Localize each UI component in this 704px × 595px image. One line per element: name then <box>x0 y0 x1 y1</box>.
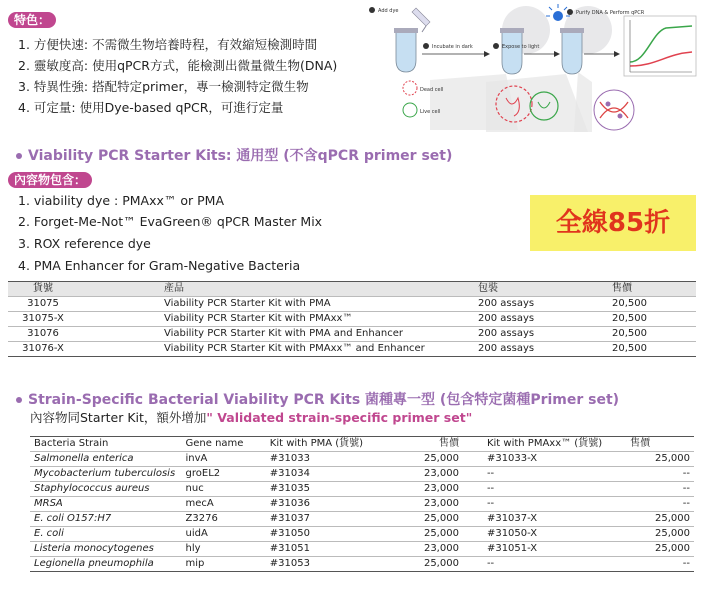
table-row <box>30 527 694 542</box>
zoom-panel <box>486 74 588 132</box>
feature-item-2: 2. 靈敏度高: 使用qPCR方式，能檢測出微量微生物(DNA) <box>18 58 338 73</box>
cell: Viability PCR Starter Kit with PMAxx™ <box>78 312 454 327</box>
cell: 200 assays <box>454 312 584 327</box>
bullet-icon <box>16 153 22 159</box>
content-item-1: 1. viability dye : PMAxx™ or PMA <box>18 193 225 208</box>
zoom-panel <box>574 72 592 132</box>
contents-badge: 內容物包含： <box>8 172 92 188</box>
cell: 31076-X <box>8 342 78 357</box>
cell: 23,000 <box>384 497 463 512</box>
cell: mip <box>182 557 266 572</box>
light-icon <box>546 4 570 21</box>
table-row <box>30 557 694 572</box>
cell: -- <box>463 482 606 497</box>
cell: 31075 <box>8 297 78 312</box>
col-header: 售價 <box>630 438 651 449</box>
cell: -- <box>463 467 606 482</box>
cell: #31051 <box>266 542 384 557</box>
cell: hly <box>182 542 266 557</box>
table-row <box>8 327 696 342</box>
cell: #31037-X <box>463 512 606 527</box>
cell: -- <box>606 467 694 482</box>
starter-heading <box>16 145 452 165</box>
cell: 200 assays <box>454 342 584 357</box>
cell: #31037 <box>266 512 384 527</box>
live-cell-label: Live cell <box>420 109 441 115</box>
feature-item-3: 3. 特異性強: 搭配特定primer，專一檢測特定微生物 <box>18 79 309 94</box>
cell: 25,000 <box>606 542 694 557</box>
table-row <box>30 542 694 557</box>
cell: -- <box>606 482 694 497</box>
cell: mecA <box>182 497 266 512</box>
col-header: Kit with PMA (貨號) <box>269 438 364 449</box>
col-header: 包裝 <box>478 283 498 294</box>
cell: Z3276 <box>182 512 266 527</box>
cell: 200 assays <box>454 327 584 342</box>
cell: #31053 <box>266 557 384 572</box>
feature-item-4: 4. 可定量: 使用Dye-based qPCR，可進行定量 <box>18 100 284 115</box>
qpcr-chart-icon <box>624 16 696 76</box>
cell: #31033 <box>266 452 384 467</box>
col-header: 售價 <box>612 283 632 294</box>
step-2-label: Incubate in dark <box>432 44 473 50</box>
cell: #31033-X <box>463 452 606 467</box>
cell: Viability PCR Starter Kit with PMA and Enhancer <box>78 327 454 342</box>
cell: -- <box>463 497 606 512</box>
cell: 25,000 <box>384 512 463 527</box>
cell: 25,000 <box>606 527 694 542</box>
tube-icon <box>560 28 584 74</box>
cell: E. coli O157:H7 <box>30 512 182 527</box>
cell: #31035 <box>266 482 384 497</box>
cell: 20,500 <box>584 342 696 357</box>
cell: #31050-X <box>463 527 606 542</box>
cell: MRSA <box>30 497 182 512</box>
cell: nuc <box>182 482 266 497</box>
dead-cell-icon <box>403 81 417 95</box>
col-header: Kit with PMAxx™ (貨號) <box>486 438 603 449</box>
cell: 20,500 <box>584 327 696 342</box>
dye-molecule-icon <box>606 102 611 107</box>
cell: 23,000 <box>384 542 463 557</box>
step-1-label: Add dye <box>378 8 399 14</box>
features-badge: 特色： <box>8 12 56 28</box>
step-number-icon <box>369 7 375 13</box>
cell: E. coli <box>30 527 182 542</box>
cell: uidA <box>182 527 266 542</box>
col-header: 售價 <box>438 438 459 449</box>
table-row <box>30 467 694 482</box>
step-number-icon <box>567 9 573 15</box>
cell: #31051-X <box>463 542 606 557</box>
cell: 25,000 <box>606 512 694 527</box>
step-number-icon <box>423 43 429 49</box>
starter-kit-table <box>8 281 696 357</box>
cell: 23,000 <box>384 482 463 497</box>
table-row <box>30 512 694 527</box>
cell: #31036 <box>266 497 384 512</box>
cell: -- <box>606 557 694 572</box>
cell: Mycobacterium tuberculosis <box>30 467 182 482</box>
cell: -- <box>606 497 694 512</box>
col-header: 產品 <box>164 283 184 294</box>
cell: 200 assays <box>454 297 584 312</box>
content-item-4: 4. PMA Enhancer for Gram-Negative Bacteria <box>18 258 301 273</box>
col-header: Bacteria Strain <box>34 438 109 449</box>
arrow-icon <box>484 51 490 57</box>
cell: 25,000 <box>384 557 463 572</box>
cell: Viability PCR Starter Kit with PMAxx™ and Enhancer <box>78 342 454 357</box>
col-header: 貨號 <box>33 283 53 294</box>
cell: 20,500 <box>584 297 696 312</box>
strain-kit-table <box>30 436 694 572</box>
table-row <box>30 452 694 467</box>
cell: Legionella pneumophila <box>30 557 182 572</box>
starter-heading-text: Viability PCR Starter Kits: 通用型 (不含qPCR primer set) <box>28 148 453 164</box>
arrow-icon <box>554 51 560 57</box>
step-number-icon <box>493 43 499 49</box>
dark-tube-icon <box>500 28 524 74</box>
cell: 20,500 <box>584 312 696 327</box>
bullet-icon <box>16 397 22 403</box>
cell: 23,000 <box>384 467 463 482</box>
cell: invA <box>182 452 266 467</box>
table-header-row <box>8 282 696 297</box>
table-row <box>30 482 694 497</box>
strain-subline <box>30 408 472 426</box>
cell: Staphylococcus aureus <box>30 482 182 497</box>
workflow-diagram <box>366 2 700 134</box>
dead-cell-label: Dead cell <box>420 87 444 93</box>
strain-subline-highlight: " Validated strain-specific primer set" <box>206 410 473 425</box>
cell: 31076 <box>8 327 78 342</box>
cell: #31034 <box>266 467 384 482</box>
table-row <box>30 497 694 512</box>
live-cell-icon <box>403 103 417 117</box>
feature-item-1: 1. 方便快速: 不需微生物培養時程，有效縮短檢測時間 <box>18 37 318 52</box>
dna-zoom-icon <box>594 90 634 130</box>
cell: -- <box>463 557 606 572</box>
step-4-label: Purify DNA & Perform qPCR <box>576 10 645 16</box>
cell: 25,000 <box>606 452 694 467</box>
discount-banner: 全線85折 <box>530 195 696 251</box>
strain-heading-text: Strain-Specific Bacterial Viability PCR Kits 菌種專一型 (包含特定菌種Primer set) <box>28 392 620 408</box>
content-item-3: 3. ROX reference dye <box>18 236 151 251</box>
tube-icon <box>394 28 418 72</box>
table-row <box>8 342 696 357</box>
cell: Listeria monocytogenes <box>30 542 182 557</box>
cell: 25,000 <box>384 452 463 467</box>
col-header: Gene name <box>185 438 244 449</box>
dye-molecule-icon <box>618 114 623 119</box>
table-row <box>8 312 696 327</box>
cell: Viability PCR Starter Kit with PMA <box>78 297 454 312</box>
cell: Salmonella enterica <box>30 452 182 467</box>
cell: 25,000 <box>384 527 463 542</box>
table-row <box>8 297 696 312</box>
cell: groEL2 <box>182 467 266 482</box>
strain-heading <box>16 389 619 409</box>
step-3-label: Expose to light <box>502 44 540 50</box>
strain-subline-text: 內容物同Starter Kit，額外增加 <box>30 410 207 425</box>
content-item-2: 2. Forget-Me-Not™ EvaGreen® qPCR Master Mix <box>18 214 323 229</box>
cell: #31050 <box>266 527 384 542</box>
table-header-row <box>30 437 694 452</box>
cell: 31075-X <box>8 312 78 327</box>
arrow-icon <box>614 51 620 57</box>
